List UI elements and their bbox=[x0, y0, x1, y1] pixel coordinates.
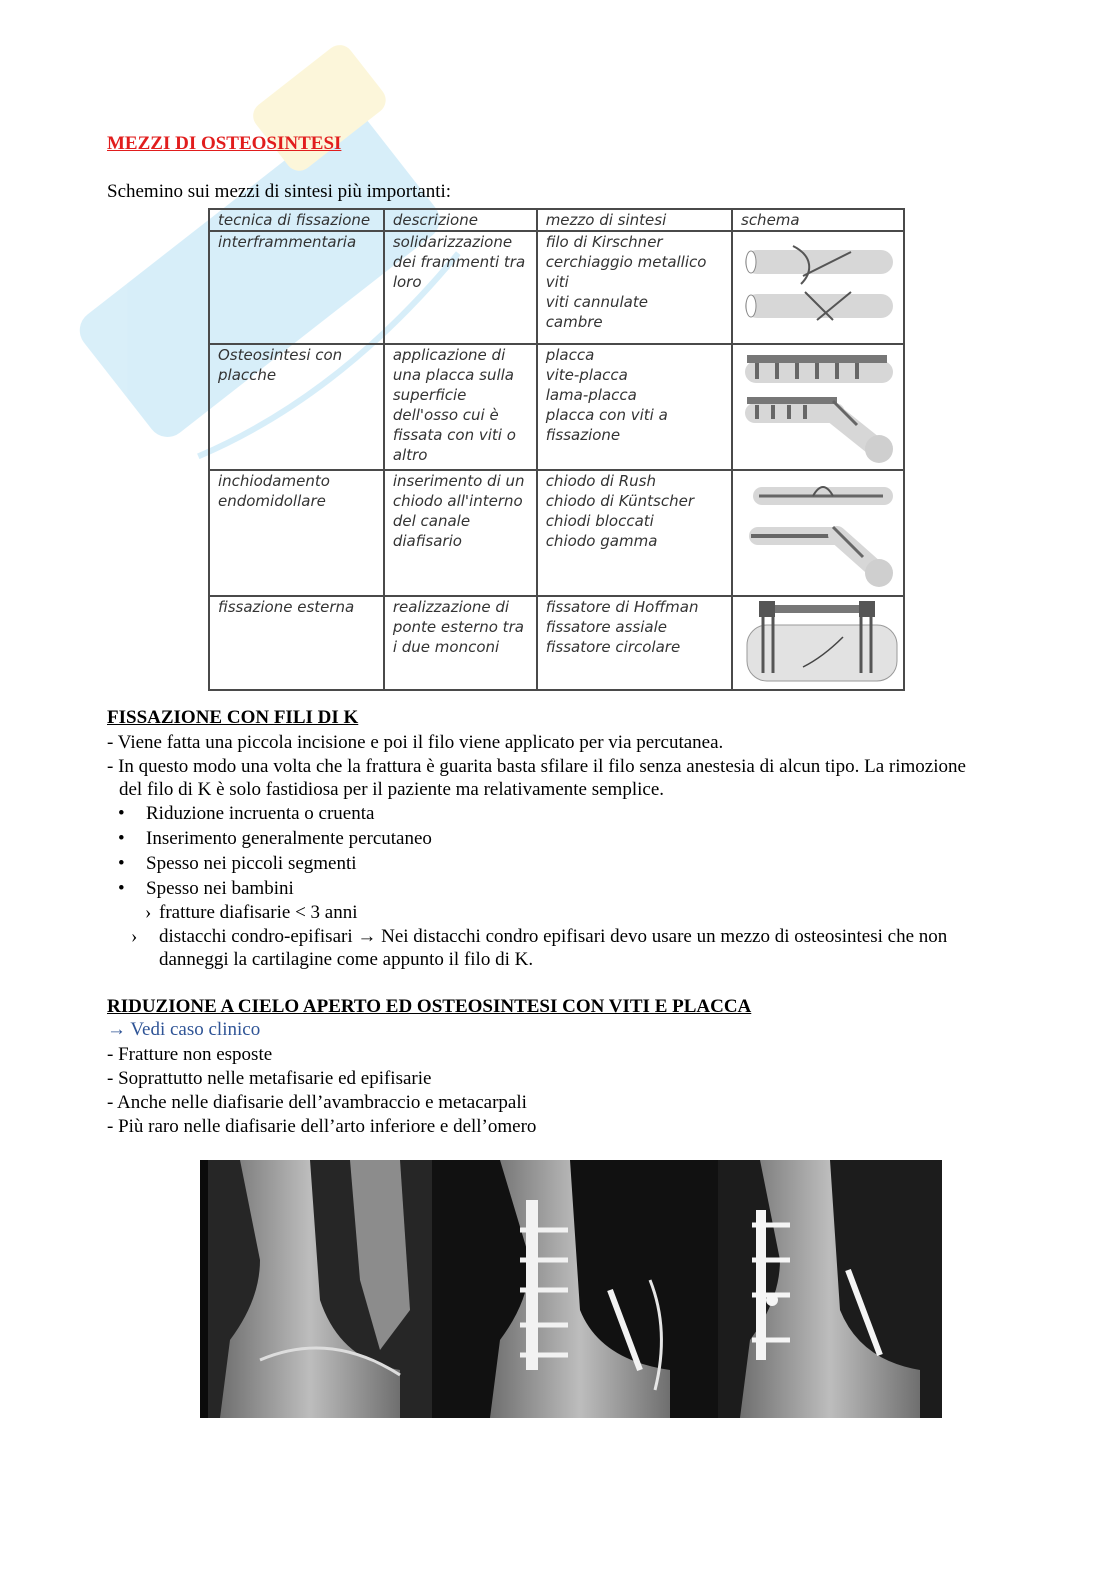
plate-diagram-icon bbox=[732, 344, 904, 470]
sub-list-item-text: fratture diafisarie < 3 anni bbox=[159, 902, 358, 923]
cell-line: chiodo di Rush bbox=[545, 472, 656, 490]
cell-line: cerchiaggio metallico bbox=[545, 253, 707, 271]
cell-line: diafisario bbox=[392, 532, 462, 550]
cell-description bbox=[384, 470, 537, 596]
external-fixator-diagram-icon bbox=[732, 596, 904, 690]
cell-line: inchiodamento bbox=[218, 472, 330, 490]
list-item bbox=[118, 803, 374, 825]
cell-line: viti cannulate bbox=[545, 293, 648, 311]
cell-line: dei frammenti tra bbox=[392, 253, 526, 271]
cell-line: i due monconi bbox=[392, 638, 500, 656]
table-row bbox=[209, 231, 904, 344]
paragraph: - Anche nelle diafisarie dell’avambraccio e metacarpali bbox=[107, 1092, 527, 1113]
clinical-case-link[interactable]: → Vedi caso clinico bbox=[107, 1019, 261, 1040]
nail-diagram-icon bbox=[732, 470, 904, 596]
cell-line: superficie bbox=[392, 386, 467, 404]
paragraph: - Più raro nelle diafisarie dell’arto inferiore e dell’omero bbox=[107, 1116, 537, 1137]
paragraph: - Soprattutto nelle metafisarie ed epifisarie bbox=[107, 1068, 432, 1089]
cell-line: cambre bbox=[545, 313, 603, 331]
cell-means bbox=[537, 344, 732, 470]
header-schema: schema bbox=[732, 209, 904, 231]
cell-line: chiodo all'interno bbox=[392, 492, 523, 510]
cell-line: una placca sulla bbox=[392, 366, 514, 384]
bullet-icon: • bbox=[118, 853, 125, 874]
osteosynthesis-table bbox=[208, 208, 905, 691]
cell-line: inserimento di un bbox=[392, 472, 525, 490]
bullet-icon: • bbox=[118, 803, 125, 824]
cell-line: placca con viti a bbox=[545, 406, 668, 424]
cell-means bbox=[537, 596, 732, 690]
list-item bbox=[118, 853, 357, 875]
xray-images bbox=[200, 1160, 942, 1418]
table-row bbox=[209, 344, 904, 470]
list-item-text: Spesso nei piccoli segmenti bbox=[146, 853, 357, 874]
table-row bbox=[209, 596, 904, 690]
cell-line: lama-placca bbox=[545, 386, 637, 404]
sub-list-item bbox=[131, 925, 999, 971]
cell-technique bbox=[209, 470, 384, 596]
cell-line: solidarizzazione bbox=[392, 233, 513, 251]
cell-means bbox=[537, 470, 732, 596]
xray-panel-postop-1 bbox=[432, 1160, 718, 1418]
list-item-text: Inserimento generalmente percutaneo bbox=[146, 828, 432, 849]
section-heading-open-reduction: RIDUZIONE A CIELO APERTO ED OSTEOSINTESI CON VITI E PLACCA bbox=[107, 996, 752, 1017]
cell-line: filo di Kirschner bbox=[545, 233, 663, 251]
cell-description bbox=[384, 231, 537, 344]
bullet-icon: • bbox=[118, 878, 125, 899]
cell-line: chiodo di Küntscher bbox=[545, 492, 695, 510]
cell-line: applicazione di bbox=[392, 346, 506, 364]
header-means: mezzo di sintesi bbox=[537, 209, 732, 231]
cell-line: chiodo gamma bbox=[545, 532, 658, 550]
cell-line: placche bbox=[218, 366, 277, 384]
cell-line: realizzazione di bbox=[392, 598, 510, 616]
xray-panel-postop-2 bbox=[718, 1160, 942, 1418]
paragraph: - In questo modo una volta che la frattura è guarita basta sfilare il filo senza anestesia di alcun tipo. La rimozione del filo di K è solo fastidiosa per il paziente ma relativamente semplice. bbox=[107, 756, 966, 800]
paragraph: - Fratture non esposte bbox=[107, 1044, 273, 1065]
cell-line: del canale bbox=[392, 512, 471, 530]
cell-description bbox=[384, 596, 537, 690]
sub-list-item-text: distacchi condro-epifisari → Nei distacchi condro epifisari devo usare un mezzo di osteosintesi che non danneggi la cartilagine come appunto il filo di K. bbox=[159, 926, 948, 970]
cell-line: dell'osso cui è bbox=[392, 406, 499, 424]
xray-panel-preop bbox=[208, 1160, 432, 1418]
cell-line: fissata con viti o bbox=[392, 426, 516, 444]
list-item bbox=[118, 878, 294, 900]
cell-technique bbox=[209, 596, 384, 690]
cell-line: placca bbox=[545, 346, 595, 364]
cell-line: fissatore assiale bbox=[545, 618, 667, 636]
cell-line: altro bbox=[392, 446, 428, 464]
wire-screw-diagram-icon bbox=[732, 231, 904, 344]
header-description: descrizione bbox=[384, 209, 537, 231]
cell-line: chiodi bloccati bbox=[545, 512, 654, 530]
chevron-right-icon: › bbox=[145, 902, 152, 923]
sub-list-item bbox=[145, 901, 985, 924]
cell-technique bbox=[209, 344, 384, 470]
cell-description bbox=[384, 344, 537, 470]
cell-line: loro bbox=[392, 273, 422, 291]
cell-line: fissazione esterna bbox=[218, 598, 355, 616]
table-row bbox=[209, 470, 904, 596]
chevron-right-icon: › bbox=[131, 926, 138, 947]
list-item bbox=[118, 828, 432, 850]
bullet-icon: • bbox=[118, 828, 125, 849]
list-item-text: Riduzione incruenta o cruenta bbox=[146, 803, 375, 824]
cell-line: vite-placca bbox=[545, 366, 628, 384]
cell-line: interframmentaria bbox=[218, 233, 357, 251]
intro-text: Schemino sui mezzi di sintesi più importanti: bbox=[107, 181, 452, 202]
table-header-row bbox=[209, 209, 904, 231]
header-technique: tecnica di fissazione bbox=[209, 209, 384, 231]
paragraph: - Viene fatta una piccola incisione e poi il filo viene applicato per via percutanea. bbox=[107, 732, 724, 753]
cell-line: fissazione bbox=[545, 426, 621, 444]
cell-line: endomidollare bbox=[218, 492, 326, 510]
cell-technique bbox=[209, 231, 384, 344]
cell-line: ponte esterno tra bbox=[392, 618, 524, 636]
cell-line: fissatore circolare bbox=[545, 638, 681, 656]
cell-means bbox=[537, 231, 732, 344]
cell-line: Osteosintesi con bbox=[218, 346, 343, 364]
section-heading-k-wires: FISSAZIONE CON FILI DI K bbox=[107, 707, 359, 728]
cell-line: viti bbox=[545, 273, 569, 291]
page-title: MEZZI DI OSTEOSINTESI bbox=[107, 133, 342, 154]
cell-line: fissatore di Hoffman bbox=[545, 598, 699, 616]
list-item-text: Spesso nei bambini bbox=[146, 878, 294, 899]
